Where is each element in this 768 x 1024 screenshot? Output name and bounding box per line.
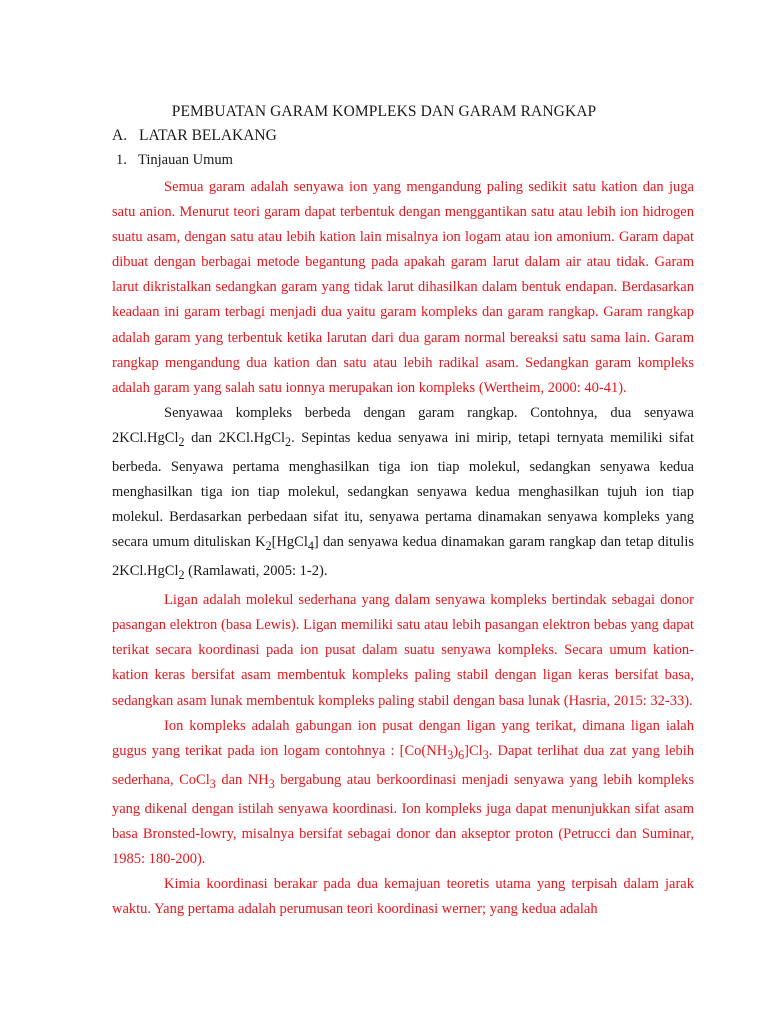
subscript: 2 xyxy=(178,434,185,449)
text-segment: bergabung atau berkoordinasi menjadi senyawa yang lebih kompleks yang dikenal dengan istilah senyawa koordinasi. Ion kompleks juga dapat menunjukkan sifat asam basa Bronsted-lowry, misalnya bersifat sebagai donor dan akseptor proton (Petrucci dan Suminar, 1985: 180-200). xyxy=(112,771,694,867)
paragraph-complex-ion xyxy=(112,714,694,872)
section-number: A. xyxy=(112,127,128,144)
text-segment: Senyawaa kompleks berbeda dengan garam rangkap. Contohnya, dua senyawa 2KCl.HgCl xyxy=(112,404,694,446)
text-segment: ]Cl xyxy=(464,742,483,759)
text-segment: [HgCl xyxy=(271,534,308,551)
subscript: 3 xyxy=(209,776,216,791)
subscript: 4 xyxy=(307,539,314,554)
section-heading xyxy=(112,127,277,145)
text-segment: ) xyxy=(453,742,459,759)
section-label: LATAR BELAKANG xyxy=(139,127,277,144)
paragraph-coordination-chemistry: Kimia koordinasi berakar pada dua kemajuan teoretis utama yang terpisah dalam jarak waktu. Yang pertama adalah perumusan teori koordinasi werner; yang kedua adalah xyxy=(112,875,694,918)
paragraph-salts-definition: Semua garam adalah senyawa ion yang mengandung paling sedikit satu kation dan juga satu anion. Menurut teori garam dapat terbentuk dengan menggantikan satu atau lebih ion hidrogen suatu asam, dengan satu atau lebih kation lain misalnya ion logam atau ion amonium. Garam dapat dibuat dengan berbagai metode begantung pada apakah garam larut dalam air atau tidak. Garam larut dikristalkan sedangkan garam yang tidak larut dihasilkan dalam bentuk endapan. Berdasarkan keadaan ini garam terbagi menjadi dua yaitu garam kompleks dan garam rangkap. Garam rangkap adalah garam yang terbentuk ketika larutan dari dua garam normal bereaksi satu sama lain. Garam rangkap mengandung dua kation dan satu atau lebih radikal asam. Sedangkan garam kompleks adalah garam yang salah satu ionnya merupakan ion kompleks (Wertheim, 2000: 40-41). xyxy=(112,179,694,396)
subscript: 6 xyxy=(458,747,465,762)
text-segment: ] dan senyawa kedua dinamakan garam rangkap dan tetap ditulis 2KCl.HgCl xyxy=(112,534,694,580)
subscript: 3 xyxy=(482,747,489,762)
subscript: 2 xyxy=(285,434,292,449)
paragraph-ligand-definition: Ligan adalah molekul sederhana yang dalam senyawa kompleks bertindak sebagai donor pasangan elektron (basa Lewis). Ligan memiliki satu atau lebih pasangan elektron bebas yang dapat terikat secara koordinasi pada ion pusat dalam suatu senyawa kompleks. Secara umum kation-kation keras bersifat asam membentuk kompleks paling stabil dengan ligan keras bersifat basa, sedangkan asam lunak membentuk kompleks paling stabil dengan basa lunak (Hasria, 2015: 32-33). xyxy=(112,592,694,709)
text-segment: (Ramlawati, 2005: 1-2). xyxy=(184,563,328,580)
document-body xyxy=(112,175,694,922)
subscript: 2 xyxy=(265,539,272,554)
document-title: PEMBUATAN GARAM KOMPLEKS DAN GARAM RANGKAP xyxy=(171,103,597,120)
subscript: 3 xyxy=(447,747,454,762)
subsection-heading xyxy=(116,152,233,169)
subscript: 3 xyxy=(268,776,275,791)
text-segment: dan NH xyxy=(215,771,269,788)
subsection-label: Tinjauan Umum xyxy=(138,152,233,168)
subsection-number: 1. xyxy=(116,152,127,168)
text-segment: . Dapat terlihat dua zat yang lebih sederhana, CoCl xyxy=(112,742,694,788)
text-segment: dan 2KCl.HgCl xyxy=(184,429,286,446)
subscript: 2 xyxy=(178,568,185,583)
paragraph-complex-vs-double-salt xyxy=(112,401,694,588)
text-segment: . Sepintas kedua senyawa ini mirip, tetapi ternyata memiliki sifat berbeda. Senyawa pertama menghasilkan tiga ion tiap molekul, sedangkan senyawa kedua menghasilkan tiga ion tiap molekul, sedangkan senyawa kedua menghasilkan tujuh ion tiap molekul. Berdasarkan perbedaan sifat itu, senyawa pertama dinamakan senyawa kompleks yang secara umum dituliskan K xyxy=(112,429,695,551)
text-segment: Ion kompleks adalah gabungan ion pusat dengan ligan yang terikat, dimana ligan ialah gugus yang terikat pada ion logam contohnya : [Co(NH xyxy=(112,717,694,759)
